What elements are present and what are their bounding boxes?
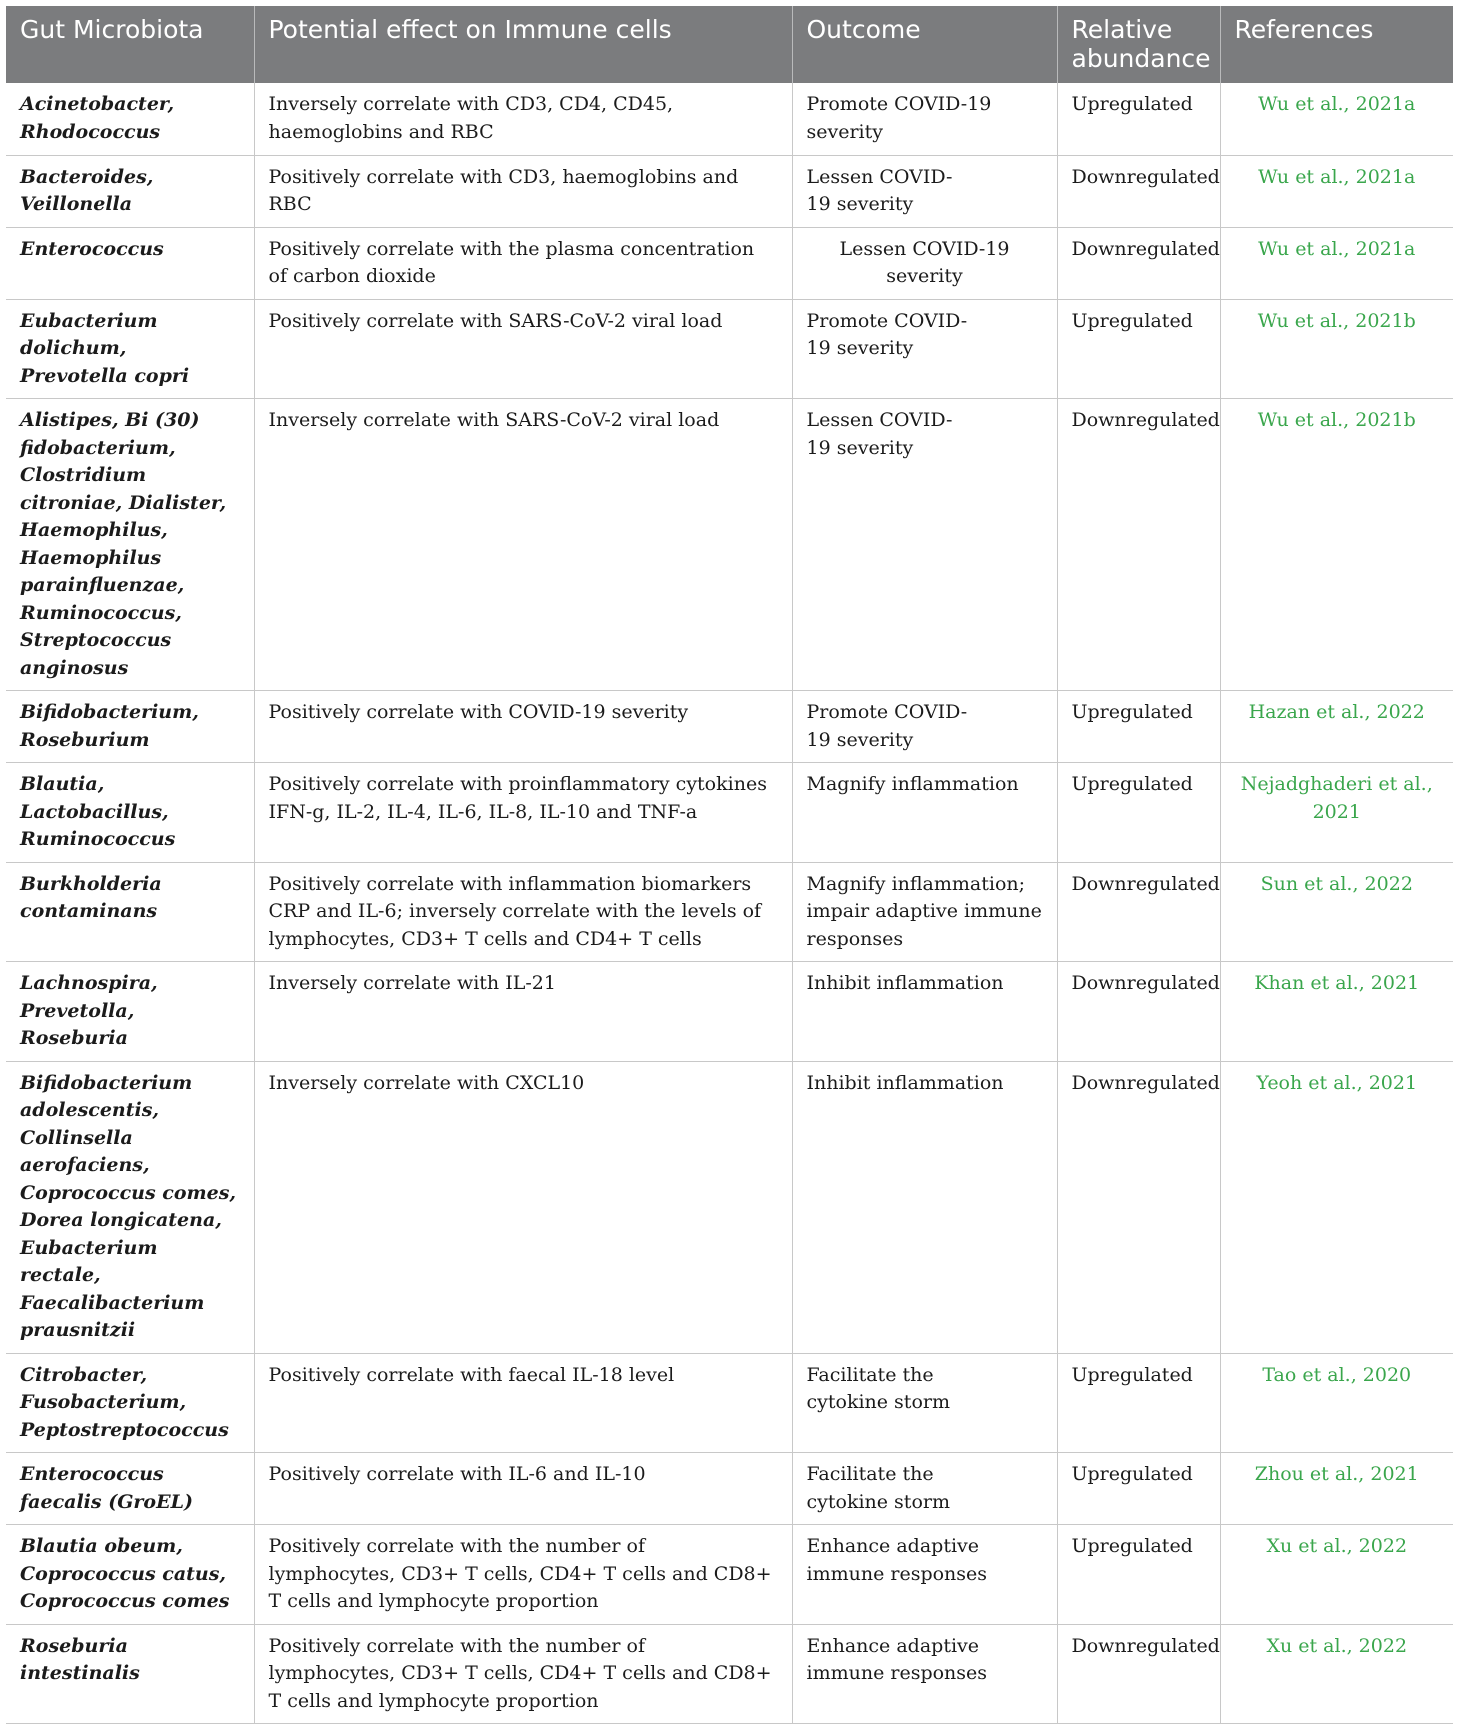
cell-effect: Positively correlate with the number of lymphocytes, CD3+ T cells, CD4+ T cells and CD8+ T cells and lymphocyte proportion (254, 1525, 792, 1625)
header-relative-abundance: Relative abundance (1057, 6, 1220, 83)
table-row (6, 691, 1453, 763)
cell-microbiota: Burkholderia contaminans (6, 862, 254, 962)
cell-abundance: Upregulated (1057, 83, 1220, 155)
table-row (6, 962, 1453, 1062)
cell-effect: Positively correlate with IL-6 and IL-10 (254, 1453, 792, 1525)
cell-outcome: Magnify inflammation (792, 763, 1057, 863)
table-body (6, 83, 1453, 1724)
header-row (6, 6, 1453, 83)
cell-microbiota: Alistipes, Bi (30) fidobacterium, Clostridium citroniae, Dialister, Haemophilus, Haemophilus parainfluenzae, Ruminococcus, Streptococcus anginosus (6, 399, 254, 691)
reference-link[interactable]: Xu et al., 2022 (1220, 1624, 1453, 1724)
table-row (6, 155, 1453, 227)
cell-abundance: Upregulated (1057, 1353, 1220, 1453)
cell-effect: Positively correlate with COVID-19 severity (254, 691, 792, 763)
cell-outcome: Promote COVID-19 severity (792, 299, 1057, 399)
cell-effect: Inversely correlate with CD3, CD4, CD45, haemoglobins and RBC (254, 83, 792, 155)
cell-outcome: Facilitate the cytokine storm (792, 1453, 1057, 1525)
table-row (6, 399, 1453, 691)
cell-effect: Positively correlate with the number of lymphocytes, CD3+ T cells, CD4+ T cells and CD8+ T cells and lymphocyte proportion (254, 1624, 792, 1724)
cell-abundance: Downregulated (1057, 1061, 1220, 1353)
cell-outcome: Magnify inflammation; impair adaptive immune responses (792, 862, 1057, 962)
cell-outcome: Facilitate the cytokine storm (792, 1353, 1057, 1453)
cell-abundance: Upregulated (1057, 1453, 1220, 1525)
cell-microbiota: Bifidobacterium, Roseburium (6, 691, 254, 763)
cell-abundance: Upregulated (1057, 691, 1220, 763)
table-row (6, 1453, 1453, 1525)
cell-effect: Positively correlate with SARS-CoV-2 viral load (254, 299, 792, 399)
table-row (6, 1525, 1453, 1625)
table-header (6, 6, 1453, 83)
reference-link[interactable]: Tao et al., 2020 (1220, 1353, 1453, 1453)
cell-microbiota: Enterococcus faecalis (GroEL) (6, 1453, 254, 1525)
cell-microbiota: Enterococcus (6, 227, 254, 299)
table-row (6, 227, 1453, 299)
cell-effect: Positively correlate with the plasma concentration of carbon dioxide (254, 227, 792, 299)
reference-link[interactable]: Sun et al., 2022 (1220, 862, 1453, 962)
header-gut-microbiota: Gut Microbiota (6, 6, 254, 83)
cell-abundance: Downregulated (1057, 962, 1220, 1062)
reference-link[interactable]: Wu et al., 2021a (1220, 83, 1453, 155)
header-outcome: Outcome (792, 6, 1057, 83)
cell-effect: Inversely correlate with SARS-CoV-2 viral load (254, 399, 792, 691)
cell-abundance: Upregulated (1057, 299, 1220, 399)
cell-microbiota: Blautia obeum, Coprococcus catus, Coprococcus comes (6, 1525, 254, 1625)
cell-microbiota: Acinetobacter, Rhodococcus (6, 83, 254, 155)
table-row (6, 83, 1453, 155)
cell-effect: Positively correlate with faecal IL-18 level (254, 1353, 792, 1453)
cell-outcome: Inhibit inflammation (792, 962, 1057, 1062)
cell-effect: Positively correlate with CD3, haemoglobins and RBC (254, 155, 792, 227)
cell-abundance: Upregulated (1057, 1525, 1220, 1625)
microbiota-table (6, 6, 1453, 1724)
cell-effect: Inversely correlate with IL-21 (254, 962, 792, 1062)
cell-microbiota: Lachnospira, Prevetolla, Roseburia (6, 962, 254, 1062)
reference-link[interactable]: Yeoh et al., 2021 (1220, 1061, 1453, 1353)
cell-outcome: Inhibit inflammation (792, 1061, 1057, 1353)
cell-outcome: Lessen COVID-19 severity (792, 155, 1057, 227)
reference-link[interactable]: Nejadghaderi et al., 2021 (1220, 763, 1453, 863)
reference-link[interactable]: Khan et al., 2021 (1220, 962, 1453, 1062)
reference-link[interactable]: Wu et al., 2021b (1220, 299, 1453, 399)
cell-abundance: Downregulated (1057, 1624, 1220, 1724)
cell-outcome: Lessen COVID-19 severity (792, 399, 1057, 691)
table-row (6, 763, 1453, 863)
header-potential-effect: Potential effect on Immune cells (254, 6, 792, 83)
cell-microbiota: Eubacterium dolichum, Prevotella copri (6, 299, 254, 399)
reference-link[interactable]: Wu et al., 2021a (1220, 155, 1453, 227)
reference-link[interactable]: Xu et al., 2022 (1220, 1525, 1453, 1625)
cell-outcome: Lessen COVID-19 severity (792, 227, 1057, 299)
cell-effect: Inversely correlate with CXCL10 (254, 1061, 792, 1353)
reference-link[interactable]: Hazan et al., 2022 (1220, 691, 1453, 763)
cell-microbiota: Bacteroides, Veillonella (6, 155, 254, 227)
table-row (6, 1061, 1453, 1353)
table-container (6, 6, 1453, 1724)
reference-link[interactable]: Wu et al., 2021b (1220, 399, 1453, 691)
cell-abundance: Downregulated (1057, 862, 1220, 962)
cell-effect: Positively correlate with proinflammatory cytokines IFN-g, IL-2, IL-4, IL-6, IL-8, IL-10 and TNF-a (254, 763, 792, 863)
cell-outcome: Promote COVID-19 severity (792, 83, 1057, 155)
cell-outcome: Promote COVID-19 severity (792, 691, 1057, 763)
reference-link[interactable]: Wu et al., 2021a (1220, 227, 1453, 299)
cell-abundance: Upregulated (1057, 763, 1220, 863)
cell-abundance: Downregulated (1057, 227, 1220, 299)
table-row (6, 862, 1453, 962)
table-row (6, 1353, 1453, 1453)
cell-abundance: Downregulated (1057, 155, 1220, 227)
cell-abundance: Downregulated (1057, 399, 1220, 691)
header-references: References (1220, 6, 1453, 83)
cell-microbiota: Blautia, Lactobacillus, Ruminococcus (6, 763, 254, 863)
cell-microbiota: Bifidobacterium adolescentis, Collinsella aerofaciens, Coprococcus comes, Dorea longicatena, Eubacterium rectale, Faecalibacterium prausnitzii (6, 1061, 254, 1353)
reference-link[interactable]: Zhou et al., 2021 (1220, 1453, 1453, 1525)
cell-microbiota: Citrobacter, Fusobacterium, Peptostreptococcus (6, 1353, 254, 1453)
cell-outcome: Enhance adaptive immune responses (792, 1624, 1057, 1724)
table-row (6, 1624, 1453, 1724)
cell-effect: Positively correlate with inflammation biomarkers CRP and IL-6; inversely correlate with the levels of lymphocytes, CD3+ T cells and CD4+ T cells (254, 862, 792, 962)
cell-microbiota: Roseburia intestinalis (6, 1624, 254, 1724)
cell-outcome: Enhance adaptive immune responses (792, 1525, 1057, 1625)
table-row (6, 299, 1453, 399)
